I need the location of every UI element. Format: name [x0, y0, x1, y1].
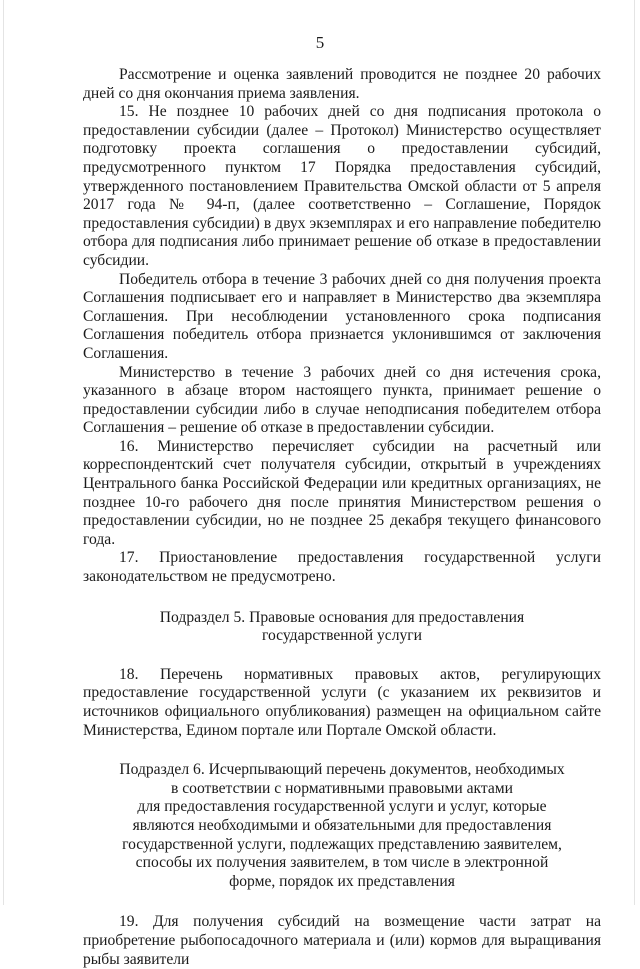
paragraph-19: 19. Для получения субсидий на возмещение части затрат на приобретение рыбопосадочного материала и (или) кормов для выращивания рыбы заявители	[83, 913, 601, 968]
paragraph-winner-signing: Победитель отбора в течение 3 рабочих дней со дня получения проекта Соглашения подписывает его и направляет в Министерство два экземпляра Соглашения. При несоблюдении установленного срока подписания Соглашения победитель отбора признается уклонившимся от заключения Соглашения.	[83, 270, 601, 362]
scan-edge-left	[3, 0, 4, 905]
paragraph-review-deadline: Рассмотрение и оценка заявлений проводится не позднее 20 рабочих дней со дня окончания приема заявления.	[83, 66, 601, 102]
heading-subsection-6: Подраздел 6. Исчерпывающий перечень документов, необходимых в соответствии с нормативными правовыми актами для предоставления государственной услуги и услуг, которые являются необходимыми и обязательными для предоставления государственной услуги, подлежащих представлению заявителем, способы их получения заявителем, в том числе в электронной форме, порядок их представления	[119, 761, 565, 890]
paragraph-18: 18. Перечень нормативных правовых актов, регулирующих предоставление государственной услуги (с указанием их реквизитов и источников официального опубликования) размещен на официальном сайте Министерства, Едином портале или Портале Омской области.	[83, 665, 601, 739]
paragraph-15: 15. Не позднее 10 рабочих дней со дня подписания протокола о предоставлении субсидии (далее – Протокол) Министерство осуществляет подготовку проекта соглашения о предоставлении субсидий, предусмотренного пунктом 17 Порядка предоставления субсидий, утвержденного постановлением Правительства Омской области от 5 апреля 2017 года № 94-п, (далее соответственно – Соглашение, Порядок предоставления субсидии) в двух экземплярах и его направление победителю отбора для подписания либо принимает решение об отказе в предоставлении субсидии.	[83, 103, 601, 269]
document-body	[83, 66, 601, 969]
paragraph-17: 17. Приостановление предоставления государственной услуги законодательством не предусмотрено.	[83, 549, 601, 586]
heading-subsection-5: Подраздел 5. Правовые основания для предоставления государственной услуги	[159, 608, 525, 645]
scan-edge-right	[634, 0, 635, 905]
paragraph-16: 16. Министерство перечисляет субсидии на расчетный или корреспондентский счет получателя субсидии, открытый в учреждениях Центрального банка Российской Федерации или кредитных организациях, не позднее 10-го рабочего дня после принятия Министерством решения о предоставлении субсидии, но не позднее 25 декабря текущего финансового года.	[83, 437, 601, 548]
page-number: 5	[315, 33, 325, 52]
paragraph-ministry-decision: Министерство в течение 3 рабочих дней со дня истечения срока, указанного в абзаце втором настоящего пункта, принимает решение о предоставлении субсидии либо в случае неподписания победителем отбора Соглашения – решение об отказе в предоставлении субсидии.	[83, 363, 601, 437]
